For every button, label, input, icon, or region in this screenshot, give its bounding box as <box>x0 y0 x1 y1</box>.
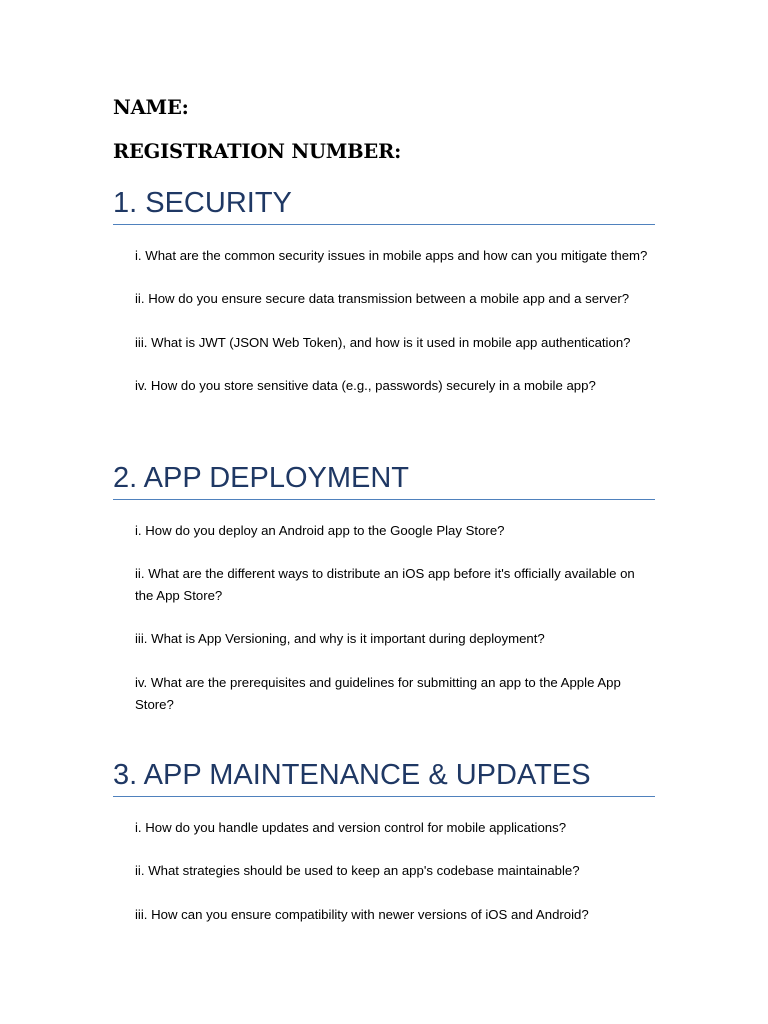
section-security <box>113 186 655 419</box>
section-divider <box>113 796 655 797</box>
name-label: NAME: <box>113 96 189 119</box>
section-title: 2. APP DEPLOYMENT <box>113 462 410 494</box>
question-list <box>113 520 655 715</box>
section-divider <box>113 224 655 225</box>
question-list <box>113 245 655 397</box>
question-item: iii. What is JWT (JSON Web Token), and how is it used in mobile app authentication? <box>135 334 631 350</box>
question-item: i. What are the common security issues in mobile apps and how can you mitigate them? <box>135 248 648 263</box>
section-app-maintenance <box>113 758 655 947</box>
question-item: i. How do you handle updates and version control for mobile applications? <box>135 820 567 835</box>
question-item: ii. What are the different ways to distribute an iOS app before it's officially available on the App Store? <box>135 566 635 604</box>
registration-number-label: REGISTRATION NUMBER: <box>113 140 402 163</box>
question-item: i. How do you deploy an Android app to the Google Play Store? <box>135 523 505 538</box>
section-app-deployment <box>113 461 655 737</box>
question-item: iii. How can you ensure compatibility with newer versions of iOS and Android? <box>135 906 589 922</box>
question-item: iv. What are the prerequisites and guidelines for submitting an app to the Apple App Store? <box>135 674 621 712</box>
question-list <box>113 817 655 925</box>
question-item: iii. What is App Versioning, and why is it important during deployment? <box>135 631 545 647</box>
question-item: ii. How do you ensure secure data transmission between a mobile app and a server? <box>135 291 630 307</box>
section-divider <box>113 499 655 500</box>
question-item: iv. How do you store sensitive data (e.g., passwords) securely in a mobile app? <box>135 378 596 394</box>
question-item: ii. What strategies should be used to keep an app's codebase maintainable? <box>135 863 580 879</box>
section-title: 1. SECURITY <box>113 187 292 219</box>
section-title: 3. APP MAINTENANCE & UPDATES <box>113 759 591 791</box>
